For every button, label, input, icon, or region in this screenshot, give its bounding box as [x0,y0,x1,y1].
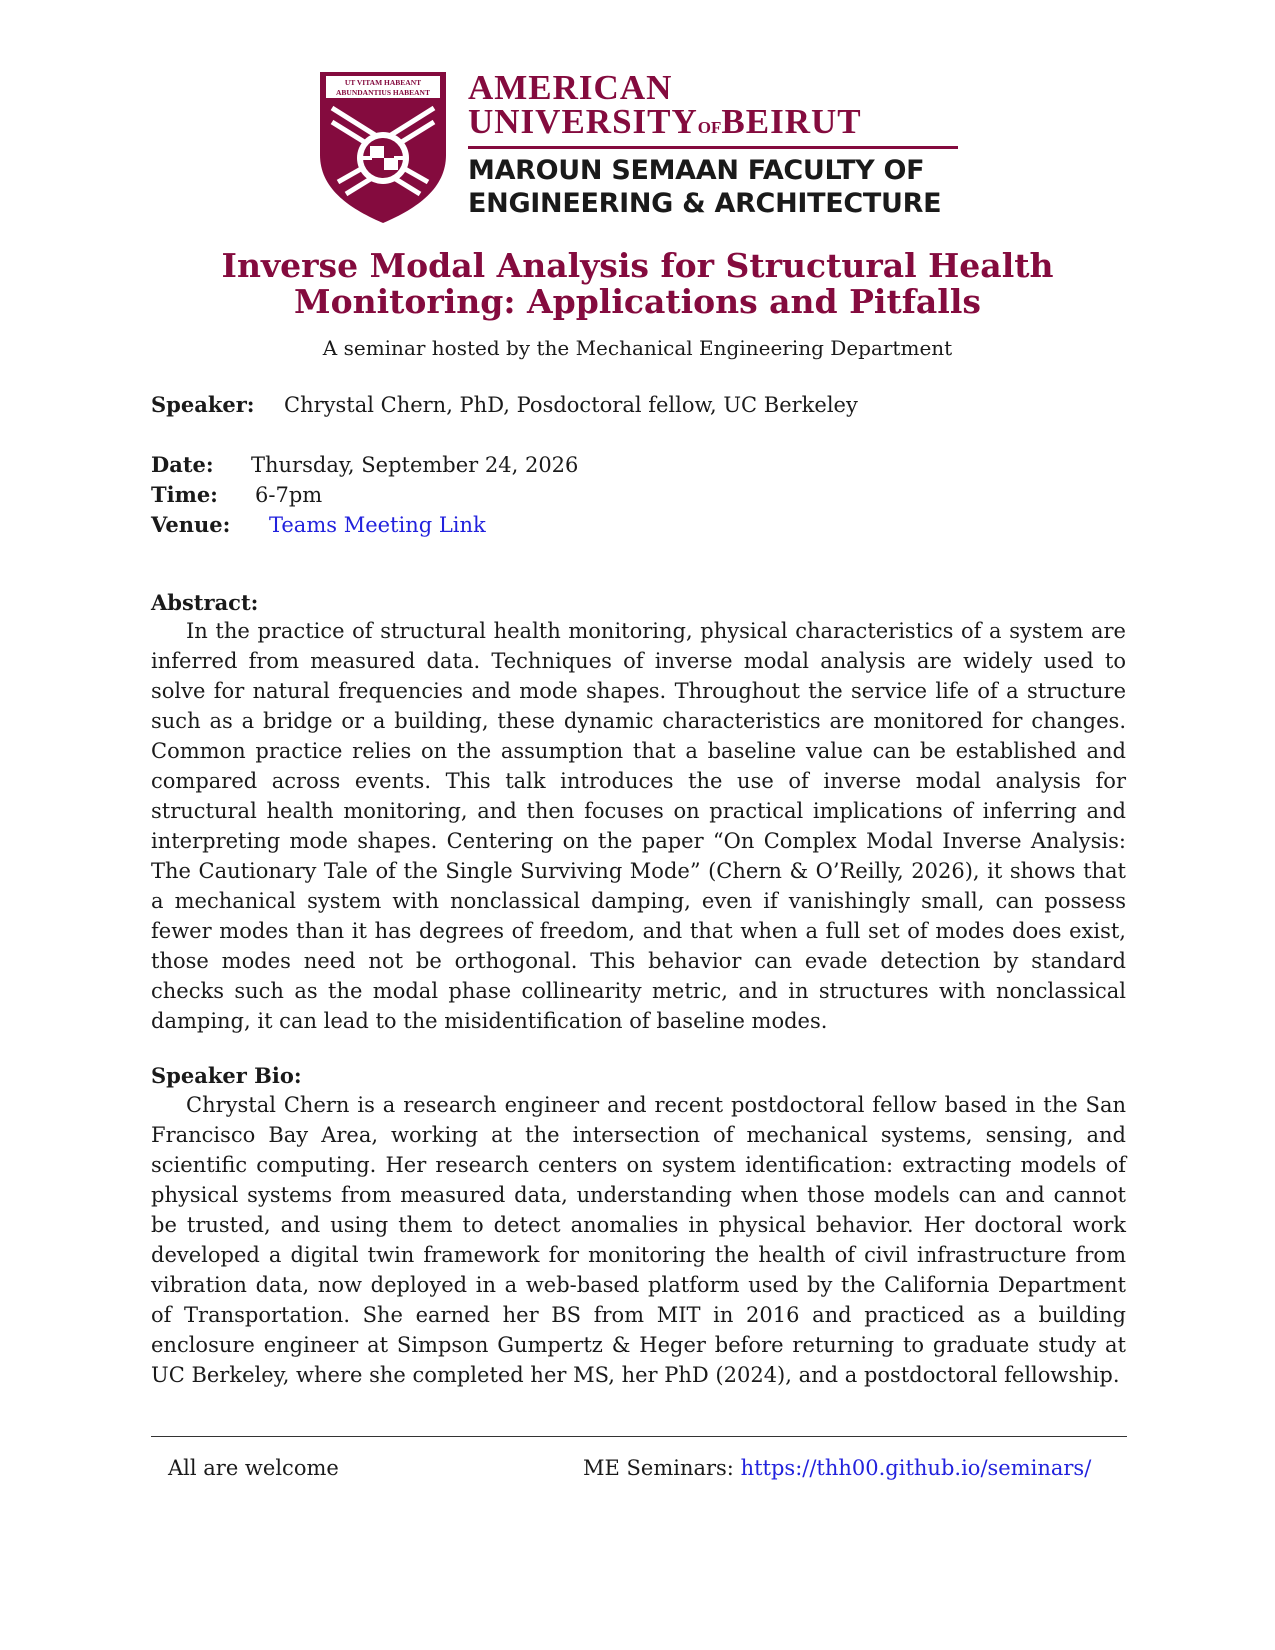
venue-link[interactable]: Teams Meeting Link [269,513,486,537]
seminars-link[interactable]: https://thh00.github.io/seminars/ [740,1456,1092,1480]
bio-heading: Speaker Bio: [151,1063,302,1088]
aub-shield-icon [318,70,448,225]
seminar-title [0,248,1275,320]
faculty-name-line2: ENGINEERING & ARCHITECTURE [468,188,942,219]
welcome-note: All are welcome [168,1456,339,1480]
shield-motto-line1: UT VITAM HABEANT [344,78,422,87]
university-logo [318,70,958,230]
faculty-name-line1: MAROUN SEMAAN FACULTY OF [468,155,925,186]
university-name-line1: AMERICAN [468,68,673,107]
venue-label: Venue: [151,512,231,537]
speaker-row [151,392,858,417]
time-row [151,482,322,507]
seminar-title-line2: Monitoring: Applications and Pitfalls [294,282,981,321]
date-row [151,452,578,477]
speaker-value: Chrystal Chern, PhD, Posdoctoral fellow, UC Berkeley [284,393,858,417]
time-label: Time: [151,482,218,507]
faculty-name [468,154,941,220]
logo-divider [468,146,958,149]
date-value: Thursday, September 24, 2026 [251,453,579,477]
shield-motto-line2: ABUNDANTIUS HABEANT [336,88,430,97]
date-label: Date: [151,452,214,477]
university-name-line2: UNIVERSITYOFBEIRUT [468,102,862,141]
seminar-title-line1: Inverse Modal Analysis for Structural Health [221,246,1054,285]
seminar-subtitle: A seminar hosted by the Mechanical Engineering Department [322,336,953,360]
speaker-label: Speaker: [151,392,255,417]
abstract-text: In the practice of structural health monitoring, physical characteristics of a system are inferred from measured data. Techniques of inverse modal analysis are widely used to solve for natural frequencies and mode shapes. Throughout the service life of a structure such as a bridge or a building, these dynamic characteristics are monitored for changes. Common practice relies on the assumption that a baseline value can be established and compared across events. This talk introduces the use of inverse modal analysis for structural health monitoring, and then focuses on practical implications of inferring and interpreting mode shapes. Centering on the paper “On Complex Modal Inverse Analysis: The Cautionary Tale of the Single Surviving Mode” (Chern & O’Reilly, 2026), it shows that a mechanical system with nonclassical damping, even if vanishingly small, can possess fewer modes than it has degrees of freedom, and that when a full set of modes does exist, those modes need not be orthogonal. This behavior can evade detection by standard checks such as the modal phase collinearity metric, and in structures with nonclassical damping, it can lead to the misidentification of baseline modes. [151,619,1126,1033]
seminars-label: ME Seminars: [583,1456,734,1480]
abstract-heading: Abstract: [151,590,259,615]
footer-divider [151,1436,1127,1437]
venue-row [151,512,486,537]
seminars-link-row [583,1456,1091,1480]
time-value: 6-7pm [255,483,323,507]
bio-text: Chrystal Chern is a research engineer and recent postdoctoral fellow based in the San Francisco Bay Area, working at the intersection of mechanical systems, sensing, and scientific computing. Her research centers on system identification: extracting models of physical systems from measured data, understanding when those models can and cannot be trusted, and using them to detect anomalies in physical behavior. Her doctoral work developed a digital twin framework for monitoring the health of civil infrastructure from vibration data, now deployed in a web-based platform used by the California Department of Transportation. She earned her BS from MIT in 2016 and practiced as a building enclosure engineer at Simpson Gumpertz & Heger before returning to graduate study at UC Berkeley, where she completed her MS, her PhD (2024), and a postdoctoral fellowship. [151,1093,1126,1387]
